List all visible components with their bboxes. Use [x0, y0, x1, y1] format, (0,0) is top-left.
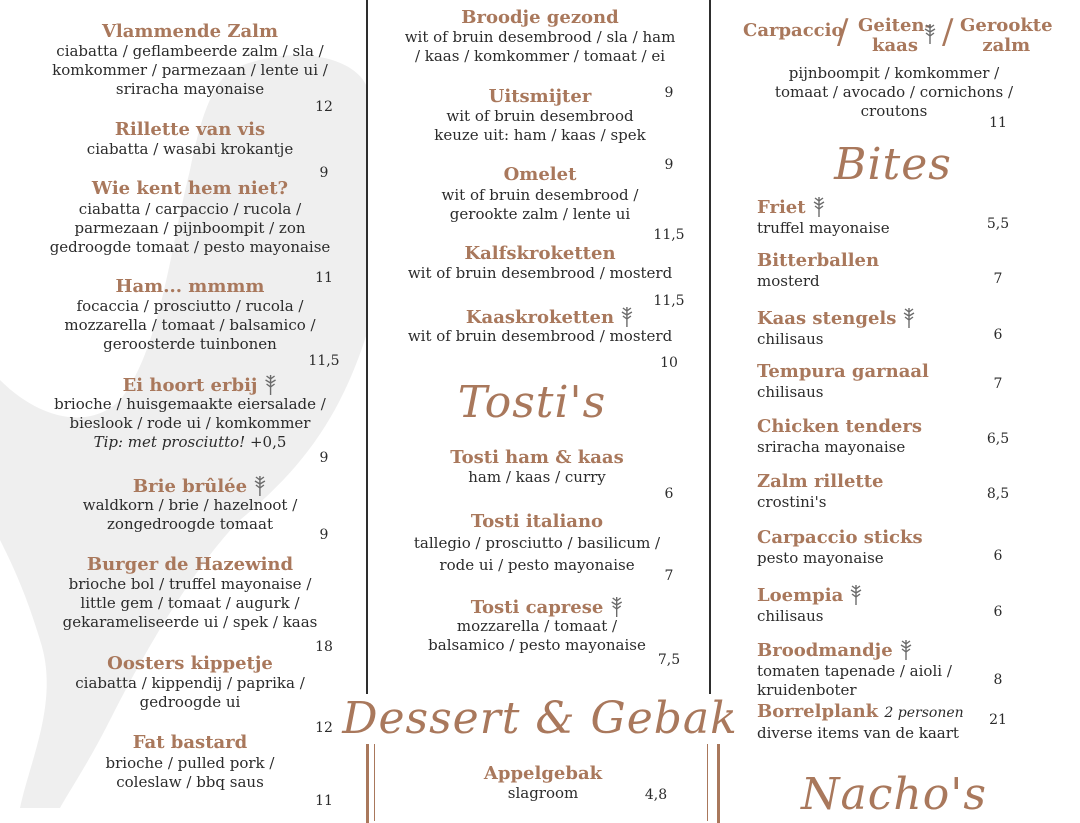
desc-line: komkommer / parmezaan / lente ui /: [52, 61, 328, 79]
title-text: Friet: [757, 197, 806, 218]
leaf-icon: [923, 22, 937, 44]
bite-price: 6,5: [986, 431, 1010, 447]
menu-item-title: Omelet: [503, 164, 577, 185]
bite-item: [757, 638, 1017, 701]
desc-line: gedroogde tomaat / pesto mayonaise: [49, 238, 331, 256]
menu-item-price: 11: [989, 115, 1007, 131]
bite-title: Zalm rillette: [757, 471, 884, 492]
title-text: Broodmandje: [757, 640, 893, 661]
bite-desc: kruidenboter: [757, 681, 857, 699]
desc-line: wit of bruin desembrood /: [441, 186, 639, 204]
bite-item: [757, 471, 1017, 527]
bite-item: [757, 250, 1017, 306]
menu-item-desc: [64, 297, 315, 354]
desc-line: brioche / huisgemaakte eiersalade /: [54, 395, 326, 413]
menu-item-price: 11,5: [308, 353, 340, 369]
desc-line: wit of bruin desembrood / sla / ham: [404, 28, 676, 46]
desc-line: pijnboompit / komkommer /: [788, 64, 1000, 82]
menu-item-desc: [52, 42, 328, 99]
menu-item-desc: [54, 395, 326, 452]
menu-item-title: Kalfskroketten: [464, 243, 616, 264]
menu-item-price: 10: [660, 355, 678, 371]
menu-item-price: 9: [319, 450, 329, 466]
desc-line: sriracha mayonaise: [115, 80, 265, 98]
title-line: Gerookte: [960, 15, 1053, 36]
menu-item-title: [466, 305, 634, 329]
desc-line: ciabatta / kippendij / paprika /: [75, 674, 305, 692]
menu-item-price: 9: [319, 527, 329, 543]
bite-price: 7: [993, 271, 1003, 287]
menu-item-title: Tosti italiano: [470, 511, 604, 532]
menu-item-price: 11,5: [653, 293, 685, 309]
leaf-icon: [609, 595, 623, 617]
menu-item-title: Oosters kippetje: [107, 653, 273, 674]
menu-item-desc: [50, 200, 331, 257]
title-text: Kaaskroketten: [465, 307, 615, 328]
section-heading-bites: Bites: [834, 139, 952, 190]
bite-price: 7: [993, 376, 1003, 392]
desc-line: zongedroogde tomaat: [107, 515, 273, 533]
leaf-icon: [849, 583, 863, 605]
menu-item-title: Tosti ham & kaas: [450, 447, 624, 468]
title-text: Kaas stengels: [757, 308, 897, 329]
menu-item-price: 11: [315, 270, 333, 286]
title-text: Ei hoort erbij: [122, 375, 258, 396]
bite-price: 8,5: [986, 486, 1010, 502]
leaf-icon: [902, 306, 916, 328]
menu-item-title: Vlammende Zalm: [101, 21, 279, 42]
bite-desc: chilisaus: [757, 607, 824, 625]
title-line: Geiten-: [858, 15, 932, 36]
option-separator: /: [942, 12, 954, 52]
desc-line: mozzarella / tomaat / balsamico /: [64, 316, 316, 334]
menu-item-desc: [75, 674, 305, 712]
bite-price: 5,5: [986, 216, 1010, 232]
menu-item-price: 12: [315, 720, 333, 736]
menu-item-desc: wit of bruin desembrood / mosterd: [407, 264, 673, 282]
title-text: Tosti caprese: [470, 597, 604, 618]
menu-item-desc: [106, 754, 275, 792]
bite-price: 6: [993, 548, 1003, 564]
section-heading-tostis: Tosti's: [457, 377, 607, 428]
bite-item: [757, 306, 1017, 361]
menu-item-price: 9: [664, 85, 674, 101]
menu-item-desc: [63, 575, 318, 632]
menu-item-desc: [434, 107, 645, 145]
section-heading-dessert: Dessert & Gebak: [334, 694, 746, 744]
salad-option-carpaccio: Carpaccio: [743, 20, 844, 41]
column-divider-right: [709, 0, 711, 715]
desc-line: brioche bol / truffel mayonaise /: [68, 575, 312, 593]
desc-line: brioche / pulled pork /: [105, 754, 275, 772]
desc-line: rode ui / pesto mayonaise: [439, 556, 635, 574]
bite-item: [757, 195, 1017, 250]
bite-note: 2 personen: [884, 705, 964, 721]
title-line: kaas: [872, 35, 918, 56]
menu-item-title: Burger de Hazewind: [86, 554, 294, 575]
desc-line: waldkorn / brie / hazelnoot /: [82, 496, 298, 514]
bite-price: 8: [993, 672, 1003, 688]
menu-item-desc: [775, 64, 1013, 121]
leaf-icon: [620, 305, 634, 327]
desc-line: mozzarella / tomaat /: [456, 617, 618, 635]
tip-text: Tip: met prosciutto!: [93, 433, 246, 451]
menu-item-title: Wie kent hem niet?: [91, 178, 289, 199]
menu-item-desc: [428, 617, 646, 655]
desc-line: tallegio / prosciutto / basilicum /: [413, 534, 661, 552]
desc-line: gedroogde ui: [139, 693, 241, 711]
desc-line: gekarameliseerde ui / spek / kaas: [62, 613, 318, 631]
bite-desc: truffel mayonaise: [757, 219, 890, 237]
title-text: Loempia: [757, 585, 844, 606]
bite-desc: crostini's: [757, 493, 827, 511]
menu-item-price: 7,5: [657, 652, 681, 668]
bite-title: Chicken tenders: [757, 416, 922, 437]
bite-price: 6: [993, 327, 1003, 343]
bite-item: [757, 583, 1017, 638]
title-line: zalm: [982, 35, 1031, 56]
menu-item-price: 9: [664, 157, 674, 173]
section-heading-nachos: Nacho's: [801, 769, 987, 820]
bite-title: [757, 638, 1017, 662]
desc-line: wit of bruin desembrood: [446, 107, 634, 125]
menu-item-price: 9: [319, 165, 329, 181]
bite-price: 21: [989, 712, 1007, 728]
menu-item-desc: [442, 186, 639, 224]
menu-item-title: Broodje gezond: [461, 7, 619, 28]
bite-desc: sriracha mayonaise: [757, 438, 906, 456]
bite-price: 6: [993, 604, 1003, 620]
menu-item-title: [123, 373, 278, 397]
menu-item-desc: slagroom: [507, 784, 579, 802]
leaf-icon: [812, 195, 826, 217]
salad-option-gerookte-zalm: [960, 16, 1053, 56]
column-divider-left: [366, 0, 368, 715]
bite-desc: tomaten tapenade / aioli /: [757, 662, 952, 680]
desc-line: ciabatta / geflambeerde zalm / sla /: [56, 42, 324, 60]
menu-item-desc: [405, 28, 676, 66]
bite-item: [757, 527, 1017, 583]
bite-item: [757, 361, 1017, 416]
menu-item-desc: [83, 496, 298, 534]
bite-desc: pesto mayonaise: [757, 549, 884, 567]
desc-line: parmezaan / pijnboompit / zon: [74, 219, 306, 237]
desc-line: bieslook / rode ui / komkommer: [69, 414, 311, 432]
bite-title: Carpaccio sticks: [757, 527, 923, 548]
desc-line: gerookte zalm / lente ui: [449, 205, 631, 223]
menu-item-price: 7: [664, 568, 674, 584]
title-text: Brie brûlée: [132, 476, 248, 497]
bite-desc: mosterd: [757, 272, 820, 290]
menu-item-price: 11,5: [653, 227, 685, 243]
menu-item-desc: ham / kaas / curry: [468, 468, 606, 486]
menu-item-title: Rillette van vis: [114, 119, 266, 140]
bite-title: Tempura garnaal: [757, 361, 929, 382]
bite-desc: chilisaus: [757, 383, 824, 401]
desc-line: croutons: [860, 102, 928, 120]
desc-line: / kaas / komkommer / tomaat / ei: [414, 47, 666, 65]
bite-title: [757, 195, 1017, 219]
menu-item-title: Fat bastard: [132, 732, 248, 753]
leaf-icon: [899, 638, 913, 660]
salad-option-geitenkaas: [858, 16, 932, 56]
menu-item-title: [133, 474, 267, 498]
menu-item-desc: [414, 532, 660, 576]
desc-line: geroosterde tuinbonen: [103, 335, 277, 353]
title-text: Borrelplank: [757, 701, 879, 722]
desc-line: tomaat / avocado / cornichons /: [774, 83, 1014, 101]
menu-item-title: Ham... mmmm: [115, 276, 265, 297]
menu-item-price: 4,8: [644, 787, 668, 803]
menu-item-price: 12: [315, 99, 333, 115]
tip-price: +0,5: [249, 433, 287, 451]
bite-item: [757, 701, 1017, 756]
menu-item-desc: ciabatta / wasabi krokantje: [86, 140, 294, 158]
bite-desc: diverse items van de kaart: [757, 724, 959, 742]
bite-desc: chilisaus: [757, 330, 824, 348]
desc-line: keuze uit: ham / kaas / spek: [434, 126, 646, 144]
menu-item-price: 11: [315, 793, 333, 809]
desc-line: balsamico / pesto mayonaise: [428, 636, 646, 654]
bites-list: [757, 195, 1017, 756]
bite-title: [757, 701, 1017, 724]
menu-item-price: 6: [664, 486, 674, 502]
menu-item-price: 18: [315, 639, 333, 655]
menu-item-title: Uitsmijter: [488, 86, 592, 107]
leaf-icon: [253, 474, 267, 496]
leaf-icon: [263, 373, 277, 395]
menu-item-title: Appelgebak: [483, 763, 603, 784]
bite-item: [757, 416, 1017, 471]
option-separator: /: [837, 12, 849, 52]
desc-line: little gem / tomaat / augurk /: [80, 594, 300, 612]
desc-line: focaccia / prosciutto / rucola /: [76, 297, 304, 315]
bite-title: [757, 583, 1017, 607]
menu-item-title: [471, 595, 624, 619]
bite-title: Bitterballen: [757, 250, 880, 271]
menu-item-desc: wit of bruin desembrood / mosterd: [407, 327, 673, 345]
desc-line: ciabatta / carpaccio / rucola /: [78, 200, 302, 218]
bite-title: [757, 306, 1017, 330]
desc-line: coleslaw / bbq saus: [116, 773, 264, 791]
